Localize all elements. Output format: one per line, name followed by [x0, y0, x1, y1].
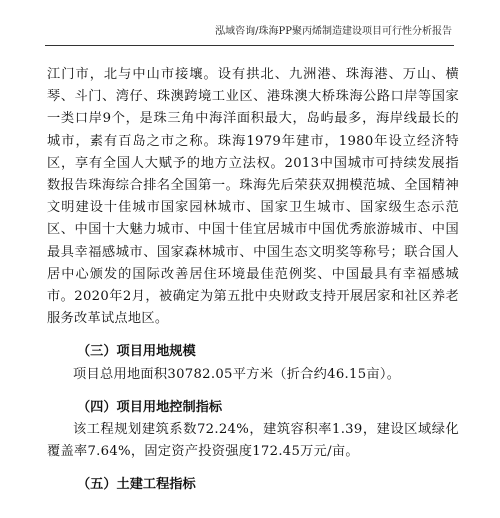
body-paragraph-land-indicators: 该工程规划建筑系数72.24%，建筑容积率1.39，建设区域绿化覆盖率7.64%，固定资产投资强度172.45万元/亩。	[47, 422, 459, 460]
body-paragraph-land-area: 项目总用地面积30782.05平方米（折合约46.15亩）。	[73, 366, 401, 382]
section-heading-land-scale: （三）项目用地规模	[77, 344, 196, 360]
body-paragraph-city-intro: 江门市，北与中山市接壤。设有拱北、九洲港、珠海港、万山、横琴、斗门、湾仔、珠澳跨境工业区、港珠澳大桥珠海公路口岸等国家一类口岸9个，是珠三角中海洋面积最大，岛屿最多，海岸线最长的城市，素有百岛之市之称。珠海1979年建市，1980年设立经济特区，享有全国人大赋予的地方立法权。2013中国城市可持续发展指数报告珠海综合排名全国第一。珠海先后荣获双拥模范城、全国精神文明建设十佳城市国家园林城市、国家卫生城市、国家级生态示范区、中国十大魅力城市、中国十佳宜居城市中国优秀旅游城市、中国最具幸福感城市、国家森林城市、中国生态文明奖等称号；联合国人居中心颁发的国际改善居住环境最佳范例奖、中国最具有幸福感城市。2020年2月，被确定为第五批中央财政支持开展居家和社区养老服务改革试点地区。	[47, 67, 459, 327]
document-body	[47, 64, 459, 497]
header-rule	[45, 45, 454, 46]
section-heading-civil-works: （五）土建工程指标	[77, 477, 196, 493]
page-header	[0, 26, 500, 38]
running-title: 泓域咨询/珠海PP聚丙烯制造建设项目可行性分析报告	[215, 26, 452, 37]
section-heading-land-control: （四）项目用地控制指标	[77, 399, 223, 415]
